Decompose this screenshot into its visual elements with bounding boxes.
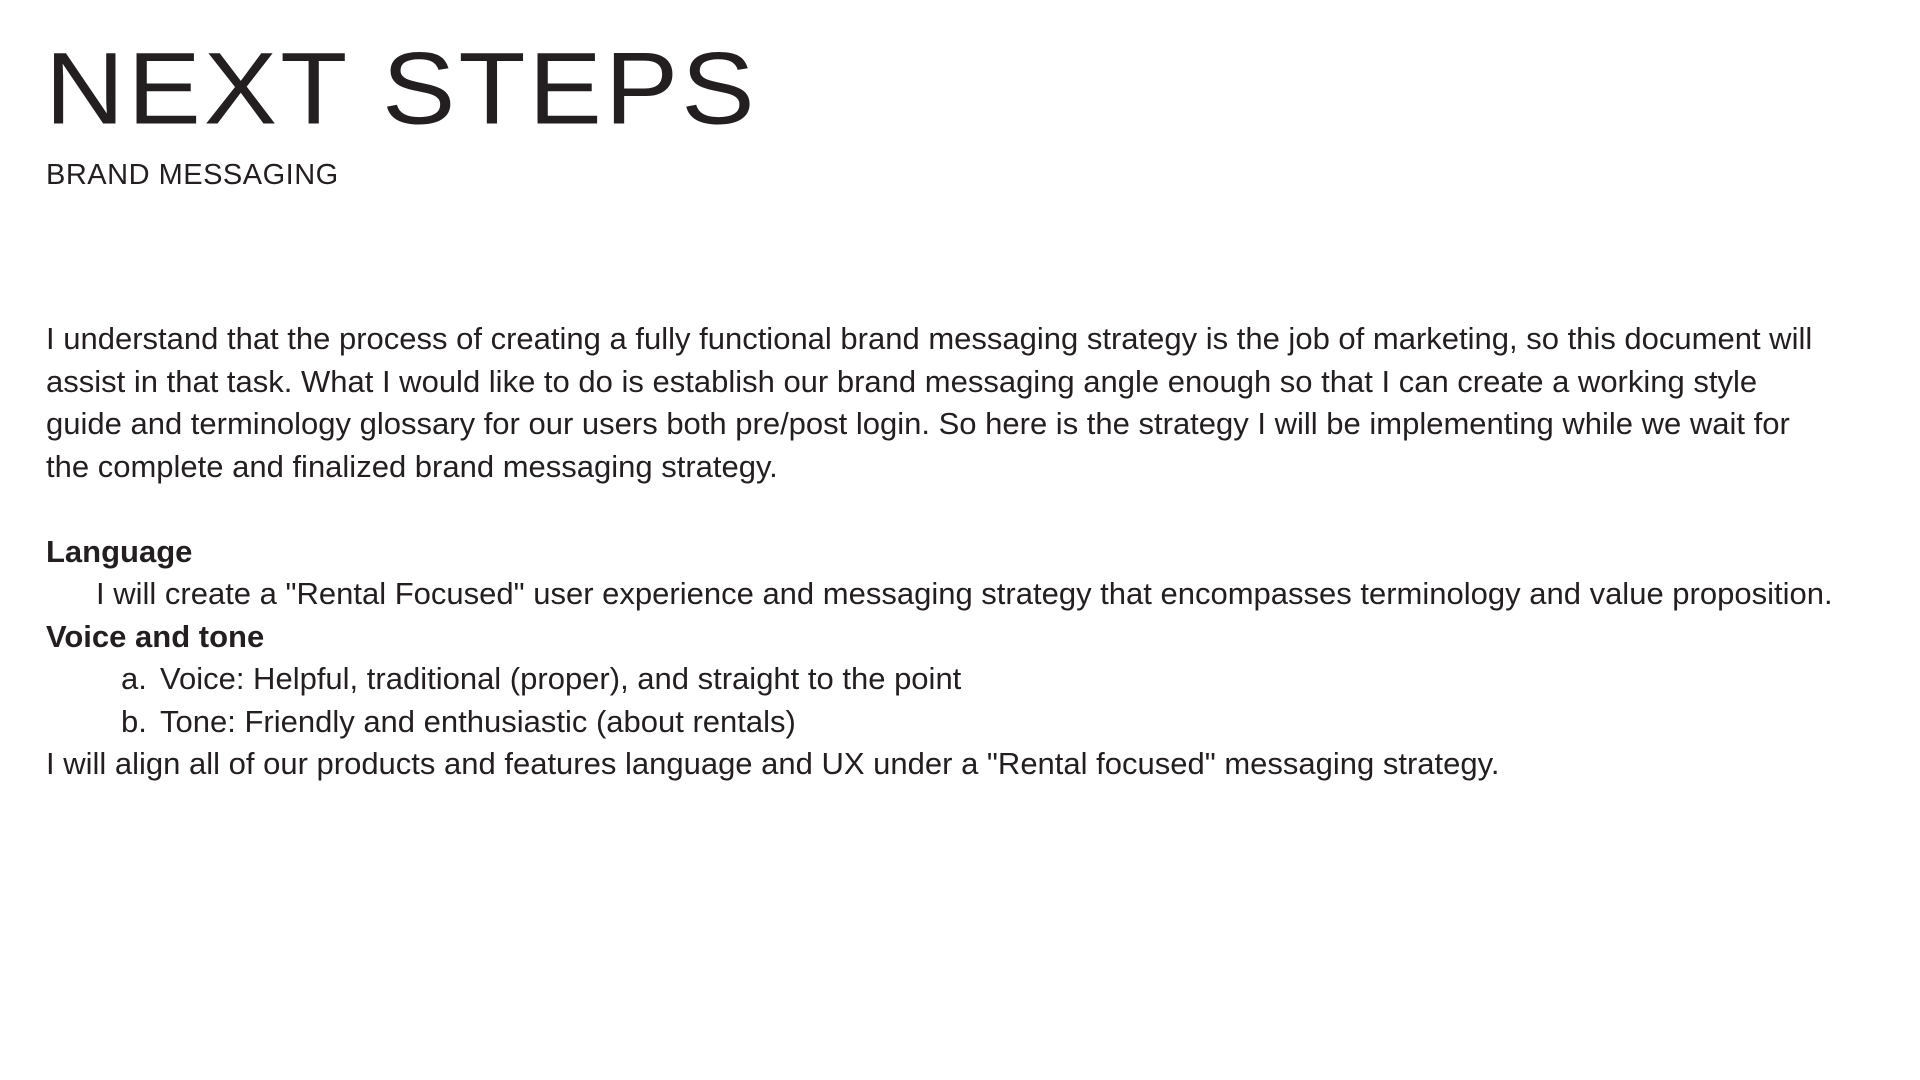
page-title: NEXT STEPS <box>45 31 758 146</box>
voice-tone-heading: Voice and tone <box>46 618 265 654</box>
list-item <box>46 658 1836 701</box>
language-paragraph: I will create a "Rental Focused" user experience and messaging strategy that encompasses terminology and value proposition. <box>96 576 1833 611</box>
page-subtitle: BRAND MESSAGING <box>46 159 339 191</box>
paragraph-spacer <box>46 488 1836 531</box>
list-item-text: Tone: Friendly and enthusiastic (about rentals) <box>160 703 796 739</box>
voice-tone-list <box>46 658 1836 743</box>
list-item-text: Voice: Helpful, traditional (proper), and straight to the point <box>160 661 962 696</box>
language-heading: Language <box>46 533 193 569</box>
closing-paragraph: I will align all of our products and features language and UX under a "Rental focused" messaging strategy. <box>46 746 1500 781</box>
body-text <box>46 318 1836 786</box>
list-marker: b. <box>121 703 147 739</box>
list-item <box>46 701 1836 744</box>
list-marker: a. <box>121 661 147 696</box>
intro-paragraph: I understand that the process of creating a fully functional brand messaging strategy is the job of marketing, so this document will assist in that task. What I would like to do is establish our brand messaging angle enough so that I can create a working style guide and terminology glossary for our users both pre/post login. So here is the strategy I will be implementing while we wait for the complete and finalized brand messaging strategy. <box>46 321 1813 484</box>
